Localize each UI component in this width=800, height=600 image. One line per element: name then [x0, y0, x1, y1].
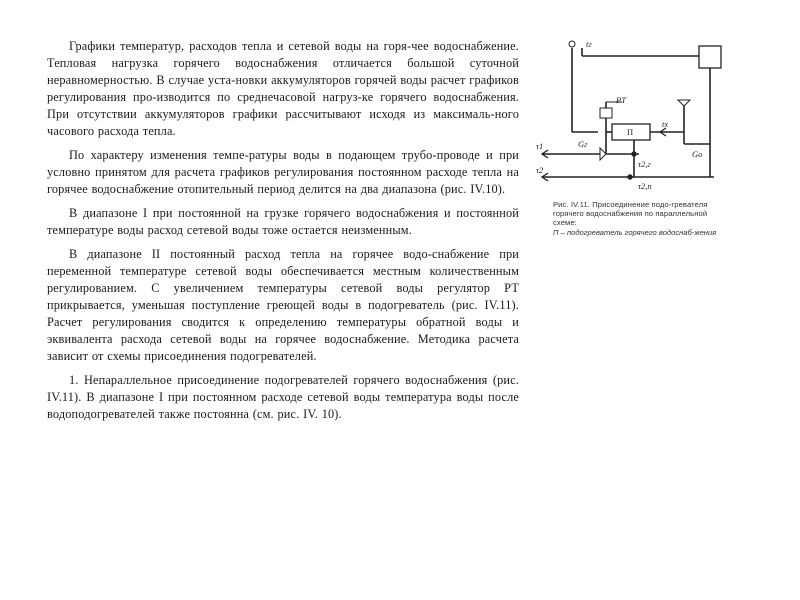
diagram-lines [534, 36, 734, 201]
label-tau1: τ1 [536, 141, 544, 151]
label-p: П [627, 127, 634, 137]
caption-title: Рис. IV.11. Присоединение подо-гревателя горячего водоснабжения по параллельной схеме: [553, 200, 708, 227]
paragraph-5: 1. Непараллельное присоединение подогревателей горячего водоснабжения (рис. IV.11). В диапазоне I при постоянном расходе сетевой воды температура воды после водоподогревателей также постоянна (см. рис. IV. 10). [47, 373, 519, 421]
paragraph-4: В диапазоне II постоянный расход тепла на горячее водо-снабжение при переменной температуре сетевой воды обеспечивается местным количественным регулированием. С увеличением температуры сетевой воды регулятор РТ прикрывается, уменьшая поступление греющей воды в подогреватель (рис. IV.11). Расчет регулирования сводится к определению температуры обратной воды и эквивалента расхода сетевой воды на горячее водоснабжение. Методика расчета зависит от схемы присоединения подогревателей. [47, 247, 519, 363]
figure-caption [553, 200, 733, 237]
label-t-g: tг [586, 39, 592, 49]
label-tau-2g: τ2,г [638, 159, 651, 169]
label-g-g: Gг [578, 139, 588, 149]
paragraph-1: Графики температур, расходов тепла и сетевой воды на горя-чее водоснабжение. Тепловая нагрузка горячего водоснабжения отличается большой суточной неравномерностью. В случае уста-новки аккумуляторов горячей воды расчет графиков регулирования про-изводится по среднечасовой нагруз-ке горячего водоснабжения. При отсутствии аккумуляторов графики рассчитывают исходя из максималь-ного часового расхода тепла. [47, 39, 519, 138]
label-rt: РТ [616, 95, 626, 105]
label-t-x: tх [662, 119, 669, 129]
label-tau-2p: τ2,п [638, 181, 652, 191]
document-body [47, 38, 519, 430]
paragraph-2: По характеру изменения темпе-ратуры воды в подающем трубо-проводе и при условно принятом для расчета графиков регулирования постоянном расходе тепла на горячее водоснабжение отопительный период делится на два диапазона (рис. IV.10). [47, 148, 519, 196]
label-tau2: τ2 [536, 165, 544, 175]
paragraph-3: В диапазоне I при постоянной на грузке горячего водоснабжения и постоянной температуре воды расход сетевой воды тоже остается неизменным. [47, 206, 519, 237]
label-g-o: Gо [692, 149, 703, 159]
caption-legend: П – подогреватель горячего водоснаб-жения [553, 228, 717, 237]
